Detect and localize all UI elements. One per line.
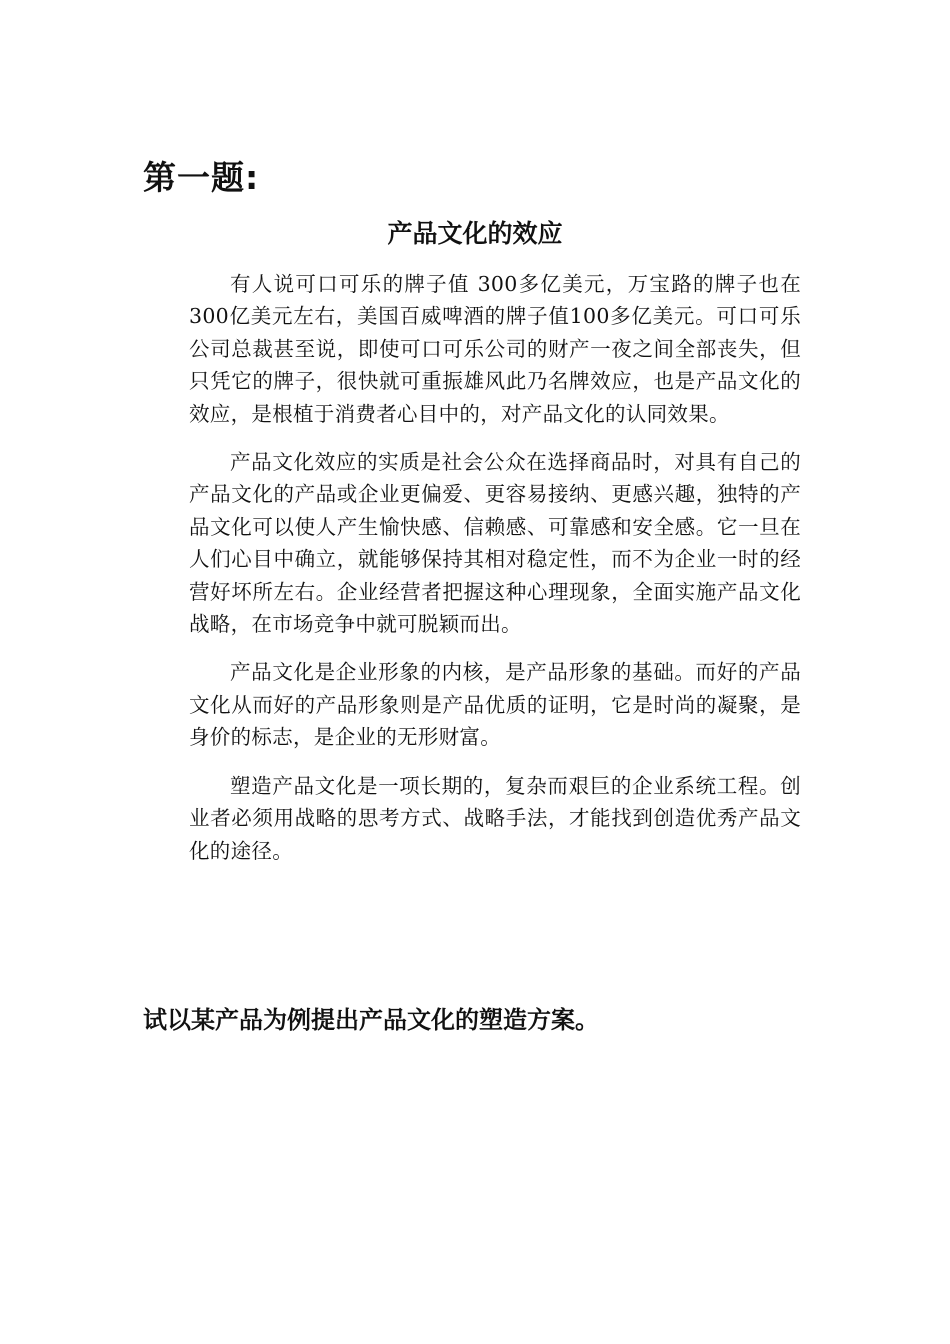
question-prompt: 试以某产品为例提出产品文化的塑造方案。 [143, 1006, 599, 1034]
article-body [189, 268, 801, 883]
article-title: 产品文化的效应 [387, 219, 563, 248]
paragraph: 塑造产品文化是一项长期的，复杂而艰巨的企业系统工程。创业者必须用战略的思考方式、战略手法，才能找到创造优秀产品文化的途径。 [189, 773, 801, 863]
paragraph: 产品文化是企业形象的内核，是产品形象的基础。而好的产品文化从而好的产品形象则是产品优质的证明，它是时尚的凝聚，是身价的标志，是企业的无形财富。 [189, 660, 801, 750]
paragraph: 产品文化效应的实质是社会公众在选择商品时，对具有自己的产品文化的产品或企业更偏爱、更容易接纳、更感兴趣，独特的产品文化可以使人产生愉快感、信赖感、可靠感和安全感。它一旦在人们心目中确立，就能够保持其相对稳定性，而不为企业一时的经营好坏所左右。企业经营者把握这种心理现象，全面实施产品文化战略，在市场竞争中就可脱颖而出。 [189, 450, 801, 637]
question-heading: 第一题: [143, 158, 260, 197]
paragraph: 有人说可口可乐的牌子值 300多亿美元，万宝路的牌子也在300亿美元左右，美国百威啤酒的牌子值100多亿美元。可口可乐公司总裁甚至说，即使可口可乐公司的财产一夜之间全部丧失，但只凭它的牌子，很快就可重振雄风此乃名牌效应，也是产品文化的效应，是根植于消费者心目中的，对产品文化的认同效果。 [189, 272, 801, 426]
